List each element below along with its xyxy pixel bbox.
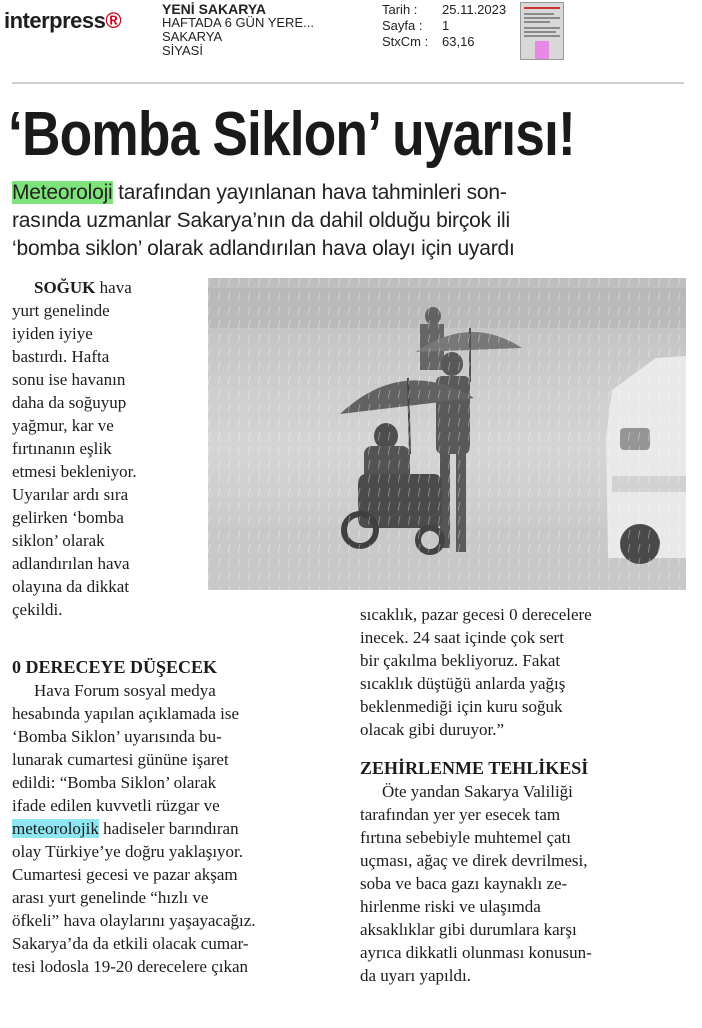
body-line: tarafından yer yer esecek tam [360,805,561,824]
body-line: Sakarya’da da etkili olacak cumar- [12,934,249,953]
body-line: olacak gibi duruyor.” [360,720,504,739]
body-line: Cumartesi gecesi ve pazar akşam [12,865,238,884]
logo-text: interpress [4,8,106,33]
date-label: Tarih : [382,2,418,17]
body-line: etmesi bekleniyor. [12,462,137,481]
stxcm-value: 63,16 [442,34,475,49]
date-row [382,2,506,18]
body-line: sonu ise havanın [12,370,126,389]
body-line: aksaklıklar gibi durumlara karşı [360,920,577,939]
column-2-bottom [360,757,592,987]
body-line: lunarak cumartesi gününe işaret [12,750,229,769]
registered-mark-icon: ® [105,8,122,33]
body-line: uçması, ağaç ve direk devrilmesi, [360,851,588,870]
page-thumbnail[interactable] [520,2,564,60]
page-row [382,18,506,34]
body-line: siklon’ olarak [12,531,105,550]
body-line: bir çakılma bekliyoruz. Fakat [360,651,561,670]
body-line: çekildi. [12,600,63,619]
header-divider [12,82,684,84]
body-line: yurt genelinde [12,301,110,320]
body-line: meteorolojik hadiseler barındıran [12,819,239,838]
body-line: hesabında yapılan açıklamada ise [12,704,240,723]
body-line: fırtınanın eşlik [12,439,112,458]
body-line: adlandırılan hava [12,554,130,573]
body-line: gelirken ‘bomba [12,508,124,527]
subhead-line-3: ‘bomba siklon’ olarak adlandırılan hava olayı için uyardı [12,237,515,260]
column-2-top [360,603,592,741]
body-line: öfkeli” hava olaylarını yaşayacağız. [12,911,256,930]
body-line: soba ve baca gazı kaynaklı ze- [360,874,568,893]
body-line: Uyarılar ardı sıra [12,485,129,504]
body-line: ‘Bomba Siklon’ uyarısında bu- [12,727,222,746]
interpress-logo [4,8,121,34]
clipping-header [0,0,702,70]
highlight-meteorolojik: meteorolojik [12,819,99,838]
body-line: fırtına sebebiyle muhtemel çatı [360,828,572,847]
body-line: yağmur, kar ve [12,416,114,435]
body-line: Hava Forum sosyal medya [34,681,216,700]
body-line: olayına da dikkat [12,577,130,596]
highlight-meteoroloji: Meteoroloji [12,181,113,204]
clip-location-marker [535,41,549,59]
page-value: 1 [442,18,450,33]
stxcm-row [382,34,506,50]
body-line: beklenmediği için kuru soğuk [360,697,563,716]
body-line: ayrıca dikkatli olunması konusun- [360,943,592,962]
publication-frequency: HAFTADA 6 GÜN YERE... [162,15,314,30]
subhead-line-2: rasında uzmanlar Sakarya’nın da dahil olduğu birçok ili [12,209,510,232]
publication-region: SAKARYA [162,29,223,44]
body-line: tesi lodosla 19-20 derecelere çıkan [12,957,249,976]
lead-line: SOĞUK hava [34,278,132,297]
body-line: olay Türkiye’ye doğru yaklaşıyor. [12,842,244,861]
body-line: sıcaklık, pazar gecesi 0 derecelere [360,605,592,624]
section-title-zehirlenme: ZEHİRLENME TEHLİKESİ [360,758,589,778]
body-line: da uyarı yapıldı. [360,966,471,985]
body-line: Öte yandan Sakarya Valiliği [382,782,573,801]
rain-umbrella-photo [208,278,686,590]
body-line: daha da soğuyup [12,393,127,412]
subhead-line-1: Meteoroloji tarafından yayınlanan hava tahminleri son- [12,181,507,204]
article-subhead [12,179,688,263]
publication-info [162,2,314,58]
article-headline: ‘Bomba Siklon’ uyarısı! [8,100,575,169]
body-line: edildi: “Bomba Siklon’ olarak [12,773,217,792]
body-line: iyiden iyiye [12,324,93,343]
publication-category: SİYASİ [162,43,203,58]
lead-word: SOĞUK [34,278,96,297]
body-line: sıcaklık düştüğü anlarda yağış [360,674,566,693]
column-1-bottom [12,656,256,978]
body-line: ifade edilen kuvvetli rüzgar ve [12,796,220,815]
date-value: 25.11.2023 [442,2,507,17]
column-1-top [12,276,137,621]
body-line: bastırdı. Hafta [12,347,110,366]
body-line: inecek. 24 saat içinde çok sert [360,628,564,647]
section-title-0-dereceye: 0 DERECEYE DÜŞECEK [12,657,218,677]
article-photo [208,278,686,590]
body-line: arası yurt genelinde “hızlı ve [12,888,209,907]
page-label: Sayfa : [382,18,423,33]
publication-name: YENİ SAKARYA [162,1,266,17]
body-line: hirlenme riski ve ulaşımda [360,897,541,916]
clipping-meta [382,2,506,50]
stxcm-label: StxCm : [382,34,429,49]
